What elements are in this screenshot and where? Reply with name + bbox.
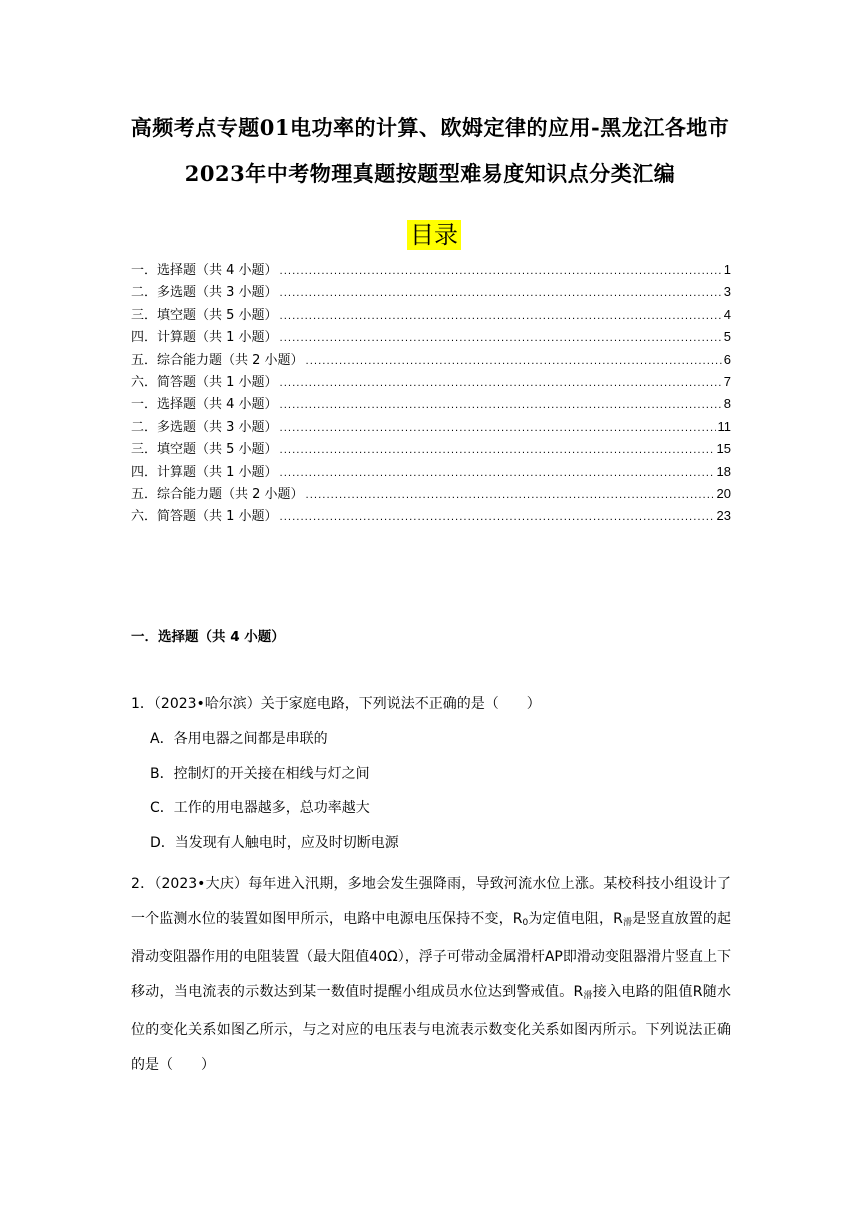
question-2-text: 2．（2023•大庆）每年进入汛期，多地会发生强降雨，导致河流水位上涨。某校科技小组设计了一个监测水位的装置如图甲所示，电路中电源电压保持不变，R xyxy=(131,876,731,927)
toc-entry-label: 六．简答题（共 1 小题） xyxy=(131,374,278,390)
question-1-option-d: D．当发现有人触电时，应及时切断电源 xyxy=(150,835,399,851)
toc-entry-label: 二．多选题（共 3 小题） xyxy=(131,285,278,301)
toc-entry-label: 六．简答题（共 1 小题） xyxy=(131,509,278,525)
toc-entry-page: 1 xyxy=(723,262,731,277)
toc-entry[interactable] xyxy=(131,483,731,505)
question-1-option-b: B．控制灯的开关接在相线与灯之间 xyxy=(150,766,370,782)
toc-leader-dots xyxy=(280,445,715,456)
toc-entry[interactable] xyxy=(131,349,731,371)
question-1-stem: 1．（2023•哈尔滨）关于家庭电路，下列说法不正确的是（ ） xyxy=(131,696,541,712)
toc-entry-page: 20 xyxy=(716,485,731,501)
toc-leader-dots xyxy=(280,400,722,411)
toc-entry-label: 四．计算题（共 1 小题） xyxy=(131,464,278,480)
toc-entry[interactable] xyxy=(131,393,731,415)
toc-entry[interactable] xyxy=(131,304,731,326)
toc-leader-dots xyxy=(280,512,715,523)
toc-leader-dots xyxy=(306,490,715,501)
question-1-option-c: C．工作的用电器越多，总功率越大 xyxy=(150,800,370,816)
document-title-line1: 高频考点专题01电功率的计算、欧姆定律的应用-黑龙江各地市 xyxy=(130,115,730,140)
toc-leader-dots xyxy=(280,468,715,479)
toc-entry-label: 一．选择题（共 4 小题） xyxy=(131,263,278,278)
toc-entry-label: 三．填空题（共 5 小题） xyxy=(131,442,278,458)
toc-entry[interactable] xyxy=(131,371,731,393)
toc-heading: 目录 xyxy=(407,220,461,250)
question-2-stem xyxy=(131,867,731,1083)
toc-leader-dots xyxy=(280,378,722,389)
toc-leader-dots xyxy=(280,288,722,299)
document-title-line2: 2023年中考物理真题按题型难易度知识点分类汇编 xyxy=(184,161,676,186)
toc-entry-page: 5 xyxy=(723,329,731,345)
section-heading: 一．选择题（共 4 小题） xyxy=(131,629,285,645)
toc-entry-label: 五．综合能力题（共 2 小题） xyxy=(131,352,304,368)
toc-entry[interactable] xyxy=(131,326,731,348)
toc-entry-page: 3 xyxy=(723,284,731,300)
toc-entry[interactable] xyxy=(131,416,731,438)
toc-entry-label: 三．填空题（共 5 小题） xyxy=(131,307,278,323)
toc-entry-page: 7 xyxy=(723,373,731,389)
toc-entry[interactable] xyxy=(131,438,731,460)
question-2-text: 接入电路的阻值R随水位的变化关系如图乙所示，与之对应的电压表与电流表示数变化关系如图丙所示。下列说法正确的是（ ） xyxy=(131,983,731,1073)
toc-entry-label: 一．选择题（共 4 小题） xyxy=(131,397,278,413)
table-of-contents xyxy=(131,259,731,528)
toc-entry[interactable] xyxy=(131,461,731,483)
toc-entry-page: 15 xyxy=(716,441,731,457)
toc-entry[interactable] xyxy=(131,259,731,281)
toc-entry[interactable] xyxy=(131,281,731,303)
toc-entry-label: 二．多选题（共 3 小题） xyxy=(131,419,278,435)
toc-entry-page: 6 xyxy=(723,351,731,367)
question-1-option-a: A．各用电器之间都是串联的 xyxy=(150,731,328,747)
subscript: 0 xyxy=(522,917,529,928)
question-2-text: 是竖直放置的起滑动变阻器作用的电阻装置（最大阻值40Ω），浮子可带动金属滑杆AP即滑动变阻器滑片竖直上下移动，当电流表的示数达到某一数值时提醒小组成员水位达到警戒值。R xyxy=(131,910,731,1000)
subscript: 滑 xyxy=(622,917,633,928)
toc-entry-page: 23 xyxy=(716,508,731,524)
toc-leader-dots xyxy=(280,423,716,434)
toc-entry-label: 四．计算题（共 1 小题） xyxy=(131,330,278,346)
toc-entry-page: 18 xyxy=(716,463,731,479)
toc-entry[interactable] xyxy=(131,505,731,527)
toc-entry-page: 4 xyxy=(723,306,731,322)
question-2-text: 为定值电阻，R xyxy=(528,910,623,927)
subscript: 滑 xyxy=(583,990,593,1001)
toc-leader-dots xyxy=(306,356,722,367)
toc-entry-label: 五．综合能力题（共 2 小题） xyxy=(131,486,304,502)
toc-entry-page: 8 xyxy=(723,396,731,412)
toc-leader-dots xyxy=(280,266,722,277)
toc-entry-page: 11 xyxy=(717,418,731,434)
toc-leader-dots xyxy=(280,333,722,344)
toc-leader-dots xyxy=(280,311,722,322)
